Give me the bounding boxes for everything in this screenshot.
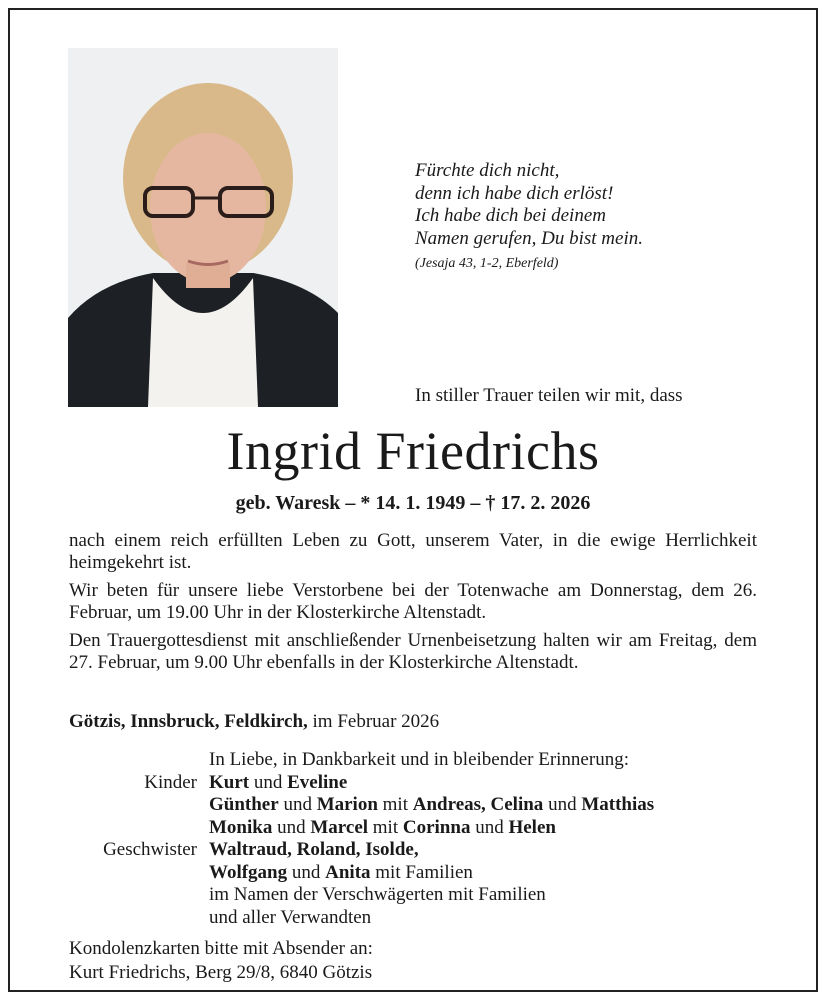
family-line: Kurt und Eveline [209, 771, 348, 793]
body-paragraph: Den Trauergottesdienst mit anschließender Urnenbeisetzung halten wir am Freitag, dem 27. Februar, um 9.00 Uhr ebenfalls in der Klosterkirche Altenstadt. [69, 630, 757, 673]
verse-line: Fürchte dich nicht, [415, 160, 560, 181]
portrait-photo [68, 48, 338, 407]
family-line: Wolfgang und Anita mit Familien [209, 861, 473, 883]
family-line: Monika und Marcel mit Corinna und Helen [209, 816, 556, 838]
body-paragraph: nach einem reich erfüllten Leben zu Gott, unserem Vater, in die ewige Herrlichkeit heimgekehrt ist. [69, 530, 757, 573]
body-paragraph: Wir beten für unsere liebe Verstorbene bei der Totenwache am Donnerstag, dem 26. Februar, um 19.00 Uhr in der Klosterkirche Altenstadt. [69, 580, 757, 623]
date-text: im Februar 2026 [307, 711, 440, 732]
family-list [69, 749, 654, 929]
bible-verse [415, 160, 643, 276]
places: Götzis, Innsbruck, Feldkirch, [69, 711, 308, 732]
deceased-name: Ingrid Friedrichs [226, 421, 600, 481]
family-line: im Namen der Verschwägerten mit Familien [209, 884, 546, 905]
verse-line: Ich habe dich bei deinem [415, 205, 606, 226]
family-intro: In Liebe, in Dankbarkeit und in bleibender Erinnerung: [209, 749, 629, 770]
condolence-address [69, 937, 373, 985]
condolence-line: Kurt Friedrichs, Berg 29/8, 6840 Götzis [69, 962, 373, 983]
announcement-body [69, 530, 757, 680]
verse-line: Namen gerufen, Du bist mein. [415, 227, 643, 249]
verse-source: (Jesaja 43, 1-2, Eberfeld) [415, 256, 559, 271]
life-dates: geb. Waresk – * 14. 1. 1949 – † 17. 2. 2026 [235, 492, 591, 514]
intro-text: In stiller Trauer teilen wir mit, dass [415, 385, 683, 406]
place-date [69, 711, 439, 733]
verse-line: denn ich habe dich erlöst! [415, 182, 614, 204]
geschwister-label: Geschwister [103, 839, 197, 860]
family-line: Günther und Marion mit Andreas, Celina und Matthias [209, 794, 655, 815]
condolence-line: Kondolenzkarten bitte mit Absender an: [69, 938, 373, 959]
kinder-label: Kinder [144, 771, 197, 793]
family-line: Waltraud, Roland, Isolde, [209, 839, 419, 860]
family-line: und aller Verwandten [209, 906, 372, 928]
